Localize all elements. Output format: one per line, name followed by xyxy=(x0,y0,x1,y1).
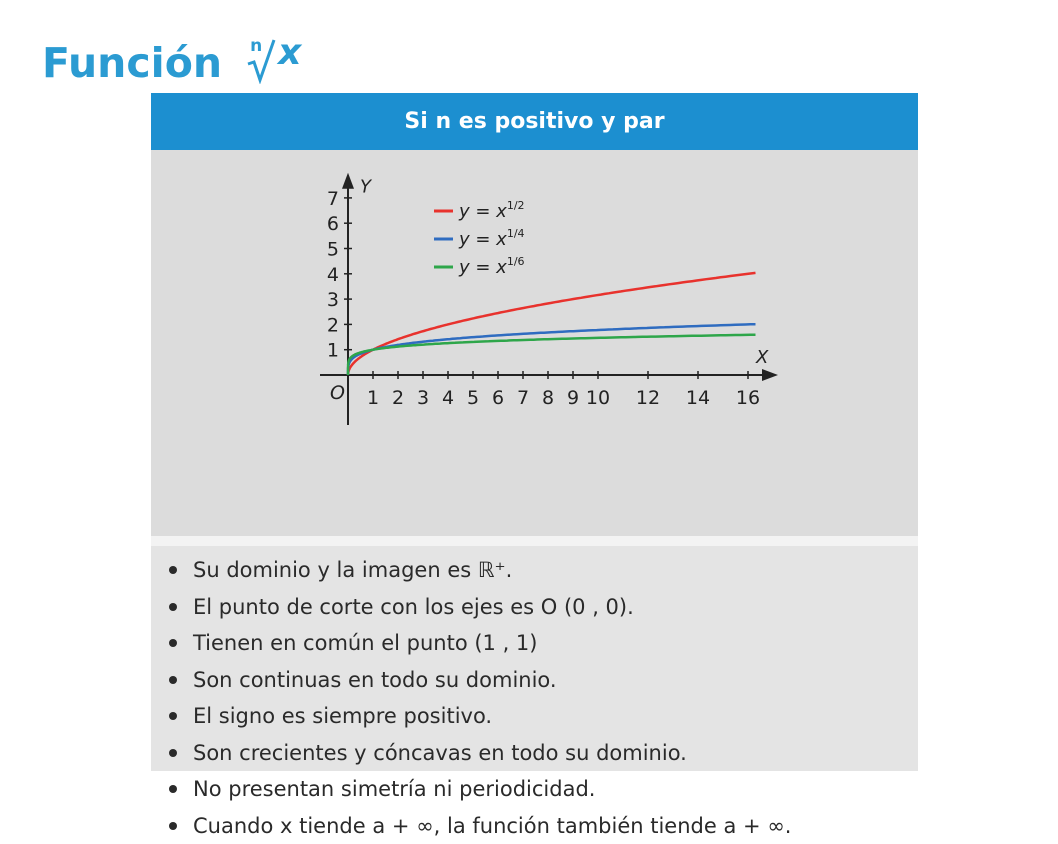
root-variable: x xyxy=(278,32,301,73)
y-axis-arrow-icon xyxy=(342,173,354,189)
property-text: Son crecientes y cóncavas en todo su dominio. xyxy=(193,741,687,765)
properties-list xyxy=(151,546,918,771)
x-axis-arrow-icon xyxy=(762,369,778,381)
bullet-icon xyxy=(169,785,177,793)
series-line-1 xyxy=(348,273,756,375)
legend-label: $y = x^{1/6}$ xyxy=(458,255,525,278)
x-tick-label: 8 xyxy=(542,387,554,409)
property-text: El signo es siempre positivo. xyxy=(193,704,492,728)
radical-sign-icon xyxy=(246,38,276,84)
x-tick-label: 7 xyxy=(517,387,529,409)
y-tick-label: 7 xyxy=(327,188,339,210)
y-axis-label: Y xyxy=(360,177,373,198)
property-item xyxy=(151,625,918,662)
bullet-icon xyxy=(169,712,177,720)
x-tick-label: 16 xyxy=(736,387,760,409)
x-tick-label: 14 xyxy=(686,387,710,409)
property-text: Son continuas en todo su dominio. xyxy=(193,668,557,692)
property-text: Tienen en común el punto (1 , 1) xyxy=(193,631,537,655)
property-item xyxy=(151,771,918,808)
nth-root-symbol xyxy=(234,32,310,84)
property-item xyxy=(151,589,918,626)
title-word: Función xyxy=(42,43,222,84)
y-tick-label: 6 xyxy=(327,213,339,235)
bullet-icon xyxy=(169,749,177,757)
x-tick-label: 12 xyxy=(636,387,660,409)
bullet-icon xyxy=(169,639,177,647)
property-text: Cuando x tiende a + ∞, la función también tiende a + ∞. xyxy=(193,814,791,838)
y-tick-label: 2 xyxy=(327,314,339,336)
property-item xyxy=(151,808,918,844)
property-item xyxy=(151,662,918,699)
series-line-3 xyxy=(348,335,756,375)
x-tick-label: 5 xyxy=(467,387,479,409)
graph-area xyxy=(151,150,918,536)
property-text: El punto de corte con los ejes es O (0 , 0). xyxy=(193,595,634,619)
x-tick-label: 10 xyxy=(586,387,610,409)
y-tick-label: 1 xyxy=(327,340,339,362)
x-tick-label: 3 xyxy=(417,387,429,409)
info-panel xyxy=(151,93,918,765)
property-text: Su dominio y la imagen es ℝ⁺. xyxy=(193,558,512,582)
property-item xyxy=(151,552,918,589)
x-tick-label: 4 xyxy=(442,387,454,409)
property-item xyxy=(151,735,918,772)
bullet-icon xyxy=(169,676,177,684)
y-tick-label: 5 xyxy=(327,239,339,261)
x-tick-label: 2 xyxy=(392,387,404,409)
x-tick-label: 9 xyxy=(567,387,579,409)
origin-label: O xyxy=(330,382,345,404)
property-text: No presentan simetría ni periodicidad. xyxy=(193,777,595,801)
panel-header: Si n es positivo y par xyxy=(151,93,918,150)
property-item xyxy=(151,698,918,735)
bullet-icon xyxy=(169,603,177,611)
x-tick-label: 1 xyxy=(367,387,379,409)
root-index: n xyxy=(250,36,262,56)
legend-label: $y = x^{1/4}$ xyxy=(458,227,525,250)
separator xyxy=(151,536,918,546)
y-tick-label: 4 xyxy=(327,264,339,286)
bullet-icon xyxy=(169,566,177,574)
root-functions-chart xyxy=(151,150,918,536)
x-axis-label: X xyxy=(755,347,769,368)
y-tick-label: 3 xyxy=(327,289,339,311)
series-line-2 xyxy=(348,324,756,375)
page-title xyxy=(42,24,310,84)
x-tick-label: 6 xyxy=(492,387,504,409)
legend-label: $y = x^{1/2}$ xyxy=(458,199,525,222)
bullet-icon xyxy=(169,822,177,830)
